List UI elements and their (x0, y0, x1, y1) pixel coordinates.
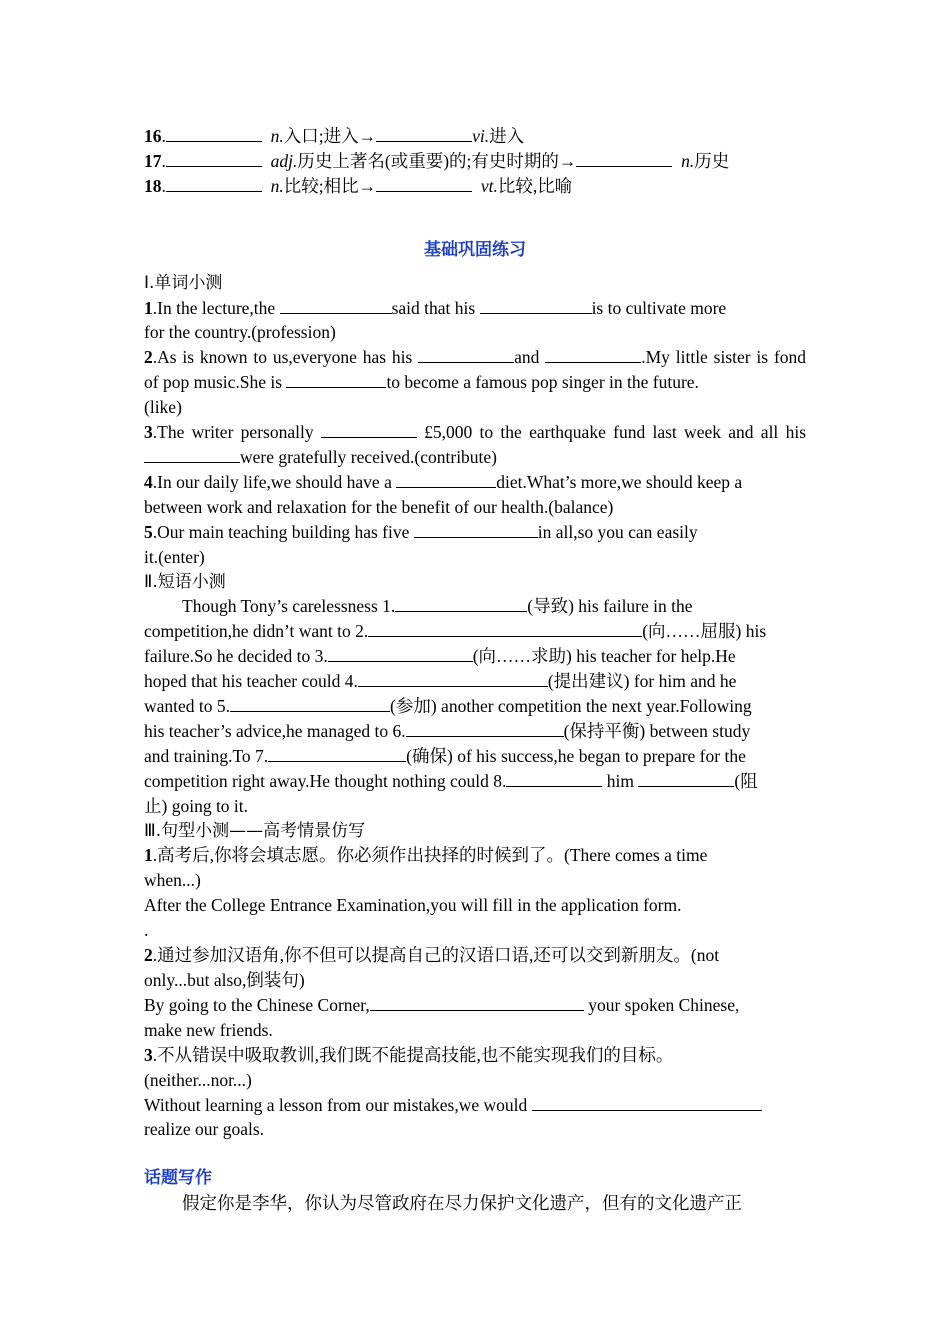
arrow-icon: → (358, 175, 377, 196)
answer-blank[interactable] (166, 174, 262, 192)
section-title: Ⅱ.短语小测 (144, 571, 226, 592)
answer-blank[interactable] (321, 420, 417, 438)
answer-blank[interactable] (638, 769, 734, 787)
question-item: 1.In the lecture,the said that his is to cultivate more for the country.(profession) (144, 297, 727, 343)
answer-blank[interactable] (166, 149, 262, 167)
writing-prompt: 假定你是李华，你认为尽管政府在尽力保护文化遗产，但有的文化遗产正 (182, 1193, 742, 1214)
question-item: 2.As is known to us,everyone has his and .My little sister is fond of pop music.She is to become a famous pop singer in the future. (like) (144, 347, 807, 418)
passage: Though Tony’s carelessness 1. (导致) his failure in the competition,he didn’t want to 2. (向……屈服) his failure.So he decided to 3. (向……求助) his teacher for help.He hoped that his teacher could 4. (提出建议) for him and he wanted to 5. (参加) another competition the next year.Following his teacher’s advice,he managed to 6. (保持平衡) between study and training.To 7. (确保) of his success,he began to prepare for the competition right away.He thought nothing could 8. him (阻 止) going to it. (144, 596, 767, 816)
question-item: 3.不从错误中吸取教训,我们既不能提高技能,也不能实现我们的目标。 (neither...nor...) Without learning a lesson from our mistakes,we would realize our goals. (144, 1043, 806, 1143)
writing-title: 话题写作 (144, 1168, 212, 1189)
vocab-item: 18. n.比较;相比→ vt.比较,比喻 (144, 175, 573, 196)
answer-blank[interactable] (166, 124, 262, 142)
answer-blank[interactable] (532, 1093, 762, 1111)
answer-blank[interactable] (414, 520, 538, 538)
answer-blank[interactable] (268, 744, 406, 762)
answer-blank[interactable] (370, 993, 584, 1011)
answer-blank[interactable] (376, 174, 472, 192)
answer-blank[interactable] (576, 149, 672, 167)
practice-title: 基础巩固练习 (424, 239, 526, 260)
answer-blank[interactable] (144, 445, 240, 463)
answer-blank[interactable] (396, 470, 496, 488)
vocab-item: 17. adj.历史上著名(或重要)的;有史时期的→ n.历史 (144, 150, 730, 171)
question-item: 2.通过参加汉语角,你不但可以提高自己的汉语口语,还可以交到新朋友。(not only...but also,倒装句) By going to the Chinese Corner, your spoken Chinese, make new friends. (144, 945, 740, 1040)
question-item: 4.In our daily life,we should have a diet.What’s more,we should keep a between work and relaxation for the benefit of our health.(balance) (144, 471, 743, 517)
arrow-icon: → (558, 150, 577, 171)
answer-blank[interactable] (328, 644, 473, 662)
question-item: 1.高考后,你将会填志愿。你必须作出抉择的时候到了。(There comes a time when...) After the College Entrance Examination,you will fill in the application form. . (144, 845, 708, 941)
arrow-icon: → (358, 126, 377, 146)
answer-blank[interactable] (286, 370, 386, 388)
answer-blank[interactable] (418, 345, 514, 363)
answer-blank[interactable] (368, 619, 642, 637)
vocab-item: 16. n.入口;进入→ vi.进入 (144, 126, 525, 146)
section-title: Ⅰ.单词小测 (144, 272, 223, 293)
answer-blank[interactable] (395, 594, 527, 612)
worksheet-page (144, 124, 806, 1216)
answer-blank[interactable] (376, 124, 472, 142)
answer-blank[interactable] (280, 296, 392, 314)
answer-blank[interactable] (230, 694, 390, 712)
question-item: 5.Our main teaching building has five in all,so you can easily it.(enter) (144, 521, 698, 567)
answer-blank[interactable] (506, 769, 602, 787)
question-item: 3.The writer personally £5,000 to the earthquake fund last week and all his were gratefully received.(contribute) (144, 422, 807, 467)
answer-blank[interactable] (358, 669, 548, 687)
answer-blank[interactable] (545, 345, 641, 363)
vocab-list (144, 124, 806, 199)
section-title: Ⅲ.句型小测——高考情景仿写 (144, 820, 366, 841)
answer-blank[interactable] (480, 296, 592, 314)
answer-blank[interactable] (406, 719, 564, 737)
